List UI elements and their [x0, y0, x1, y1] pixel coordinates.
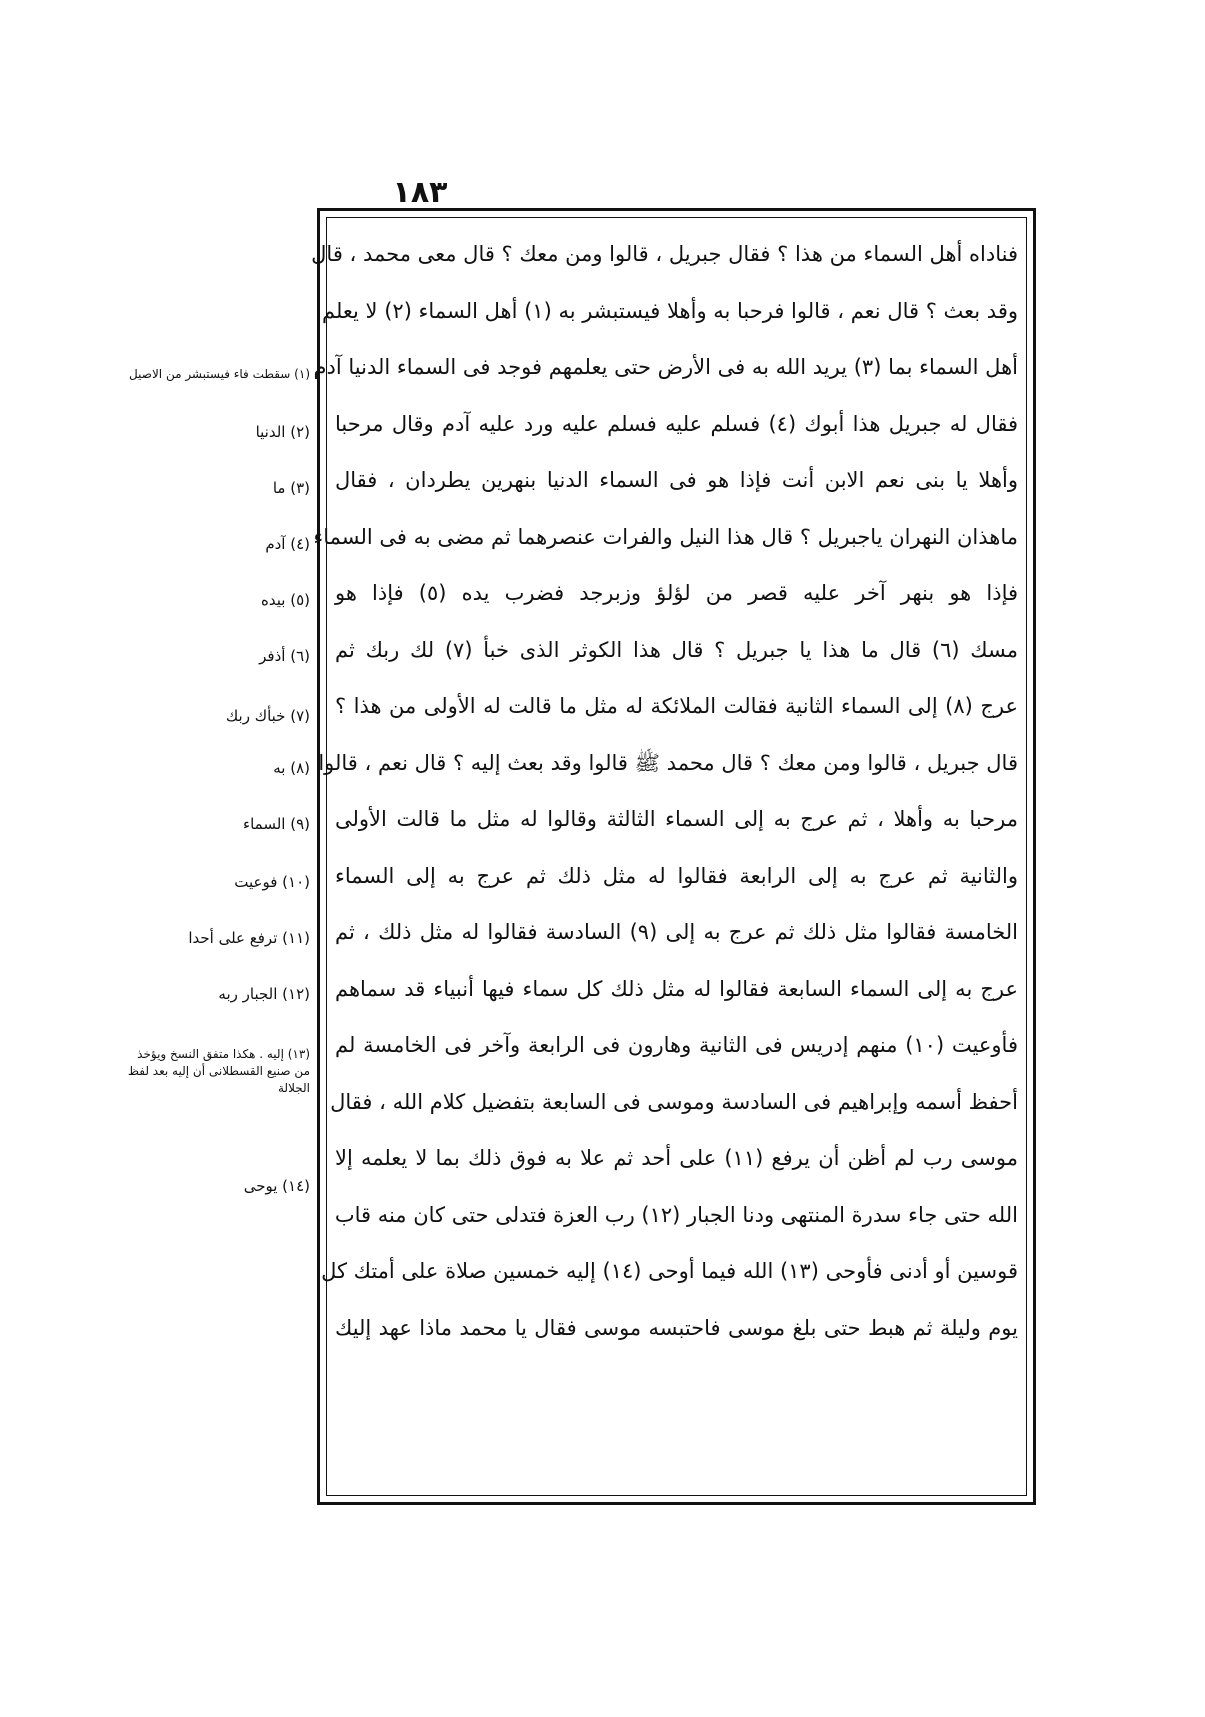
text-line: والثانية ثم عرج به إلى الرابعة فقالوا له مثل ذلك ثم عرج به إلى السماء [335, 863, 1018, 888]
text-line: فقال له جبريل هذا أبوك (٤) فسلم عليه فسلم عليه ورد عليه آدم وقال مرحبا [335, 411, 1018, 436]
footnote: (١٢) الجبار ربه [218, 985, 310, 1003]
footnote: (٦) أذفر [259, 647, 310, 665]
footnote: (٥) بيده [261, 591, 310, 609]
text-line: مرحبا به وأهلا ، ثم عرج به إلى السماء الثالثة وقالوا له مثل ما قالت الأولى [335, 807, 1018, 831]
footnote: (٨) به [273, 759, 310, 777]
text-line: الله حتى جاء سدرة المنتهى ودنا الجبار (١٢) رب العزة فتدلى حتى كان منه قاب [334, 1202, 1018, 1227]
text-line: وأهلا يا بنى نعم الابن أنت فإذا هو فى السماء الدنيا بنهرين يطردان ، فقال [335, 468, 1018, 492]
text-line: يوم وليلة ثم هبط حتى بلغ موسى فاحتبسه موسى فقال يا محمد ماذا عهد إليك [335, 1315, 1018, 1340]
text-line: وقد بعث ؟ قال نعم ، قالوا فرحبا به وأهلا فيستبشر به (١) أهل السماء (٢) لا يعلم [321, 298, 1018, 323]
footnote: (٧) خبأك ربك [225, 707, 310, 725]
text-line: عرج به إلى السماء السابعة فقالوا له مثل ذلك كل سماء فيها أنبياء قد سماهم [335, 976, 1018, 1001]
footnote: (١) سقطت فاء فيستبشر من الاصيل [129, 367, 310, 381]
text-line: قال جبريل ، قالوا ومن معك ؟ قال محمد ﷺ قالوا وقد بعث إليه ؟ قال نعم ، قالوا [318, 750, 1018, 775]
text-line: ماهذان النهران ياجبريل ؟ قال هذا النيل والفرات عنصرهما ثم مضى به فى السماء [313, 524, 1018, 549]
footnote: (٩) السماء [243, 815, 310, 833]
footnote: (٢) الدنيا [255, 423, 310, 441]
text-line: عرج (٨) إلى السماء الثانية فقالت الملائكة له مثل ما قالت له الأولى من هذا ؟ [335, 694, 1018, 718]
text-line: فإذا هو بنهر آخر عليه قصر من لؤلؤ وزبرجد فضرب يده (٥) فإذا هو [335, 581, 1018, 605]
text-line: قوسين أو أدنى فأوحى (١٣) الله فيما أوحى (١٤) إليه خمسين صلاة على أمتك كل [321, 1259, 1018, 1283]
text-line: موسى رب لم أظن أن يرفع (١١) على أحد ثم علا به فوق ذلك بما لا يعلمه إلا [335, 1146, 1018, 1170]
page-number: ١٨٣ [392, 175, 448, 210]
footnote: (١٣) إليه . هكذا متفق النسخ ويؤخذ من صنيع القسطلانى أن إليه بعد لفظ الجلالة [127, 1047, 310, 1095]
text-line: الخامسة فقالوا مثل ذلك ثم عرج به إلى (٩) السادسة فقالوا له مثل ذلك ، ثم [335, 920, 1019, 944]
text-line: مسك (٦) قال ما هذا يا جبريل ؟ قال هذا الكوثر الذى خبأ (٧) لك ربك ثم [335, 637, 1018, 662]
footnote: (١٤) يوحى [243, 1177, 310, 1195]
text-line: فناداه أهل السماء من هذا ؟ فقال جبريل ، قالوا ومن معك ؟ قال معى محمد ، قال [311, 242, 1018, 266]
footnote: (٤) آدم [265, 535, 310, 553]
footnote: (١١) ترفع على أحدا [188, 929, 310, 947]
text-line: أهل السماء بما (٣) يريد الله به فى الأرض حتى يعلمهم فوجد فى السماء الدنيا آدم [313, 355, 1018, 379]
main-text [311, 226, 1019, 1487]
text-line: فأوعيت (١٠) منهم إدريس فى الثانية وهارون فى الرابعة وآخر فى الخامسة لم [335, 1033, 1018, 1057]
margin-notes [120, 366, 310, 1366]
footnote: (٣) ما [272, 479, 310, 497]
footnote: (١٠) فوعيت [234, 873, 310, 891]
text-line: أحفظ أسمه وإبراهيم فى السادسة وموسى فى السابعة بتفضيل كلام الله ، فقال [330, 1089, 1018, 1114]
